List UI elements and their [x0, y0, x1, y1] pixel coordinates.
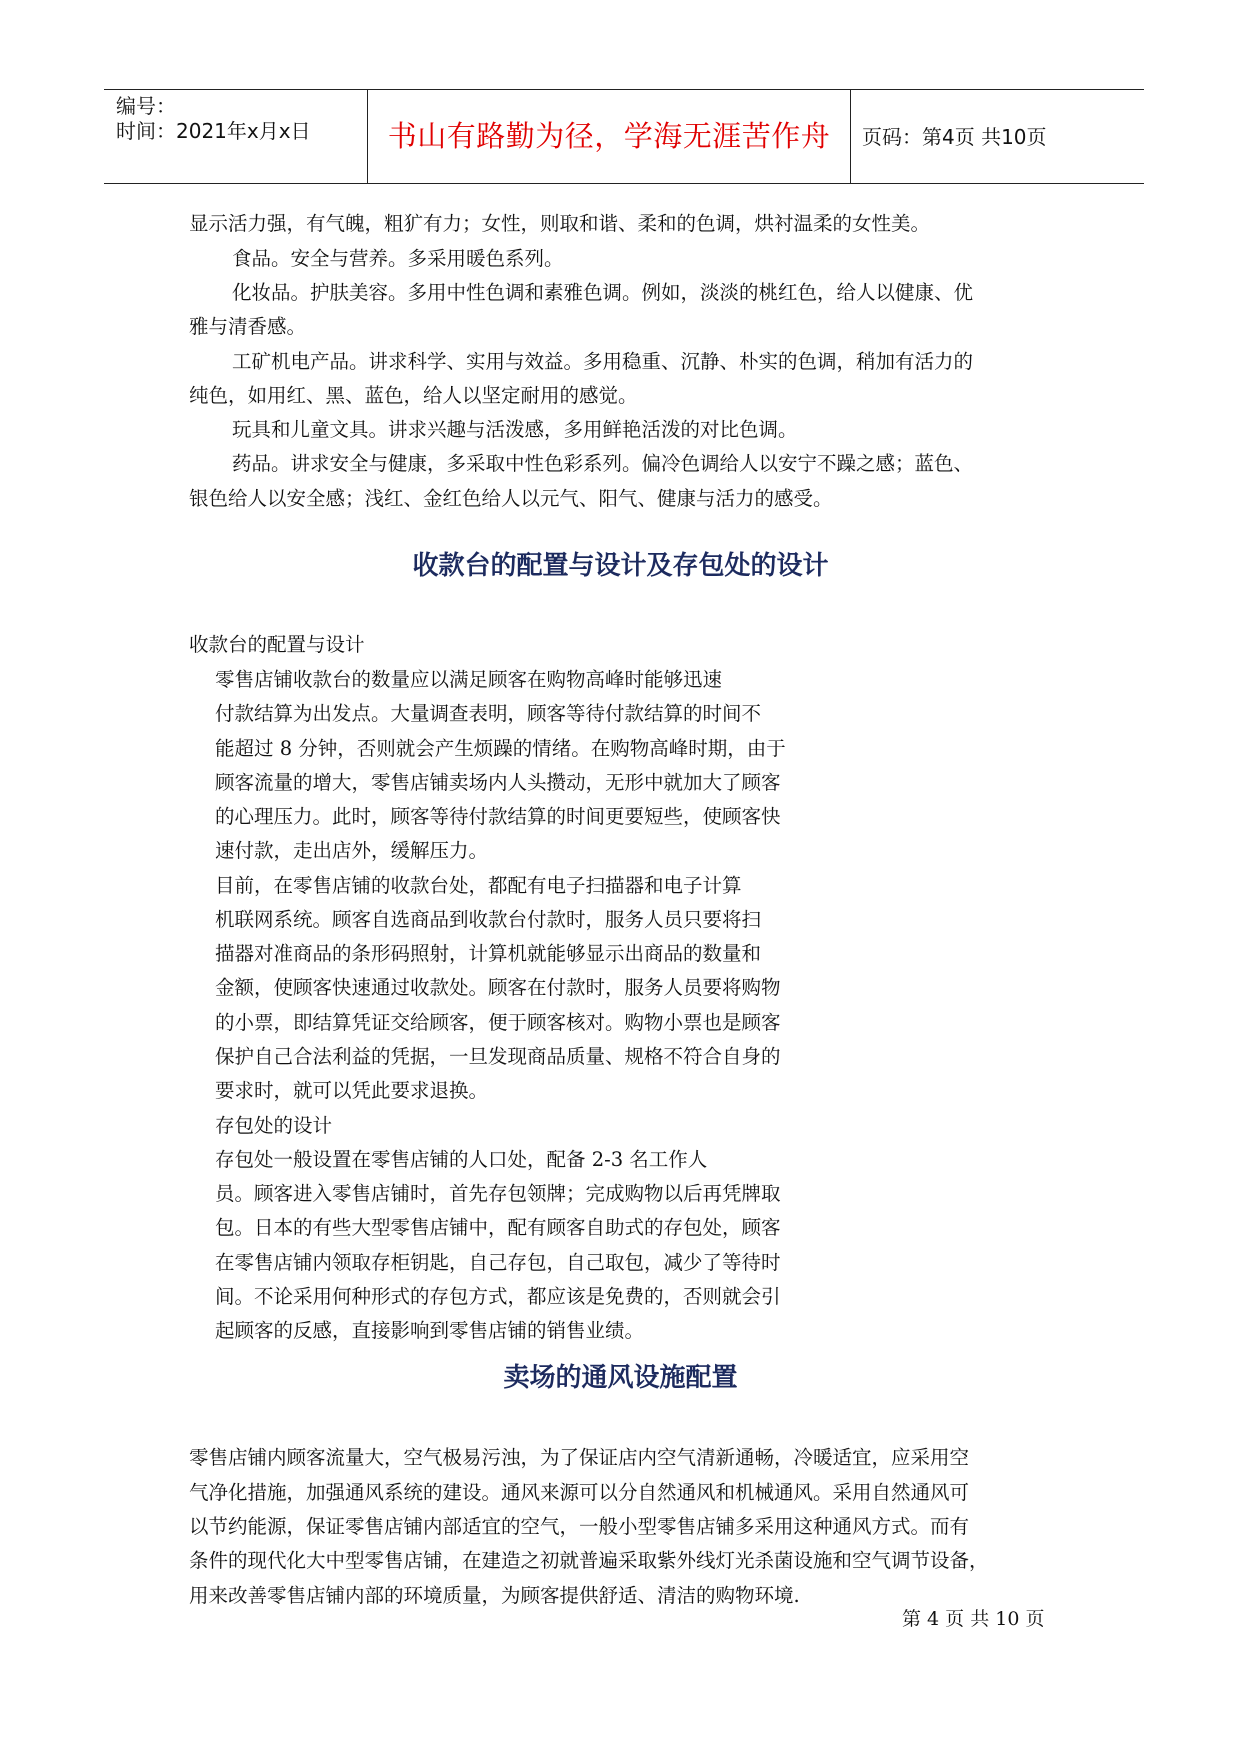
- intro-line: 药品。讲求安全与健康，多采取中性色彩系列。偏冷色调给人以安宁不躁之感；蓝色、: [232, 452, 974, 475]
- body-line: 描器对准商品的条形码照射，计算机就能够显示出商品的数量和: [215, 942, 762, 965]
- intro-line: 显示活力强，有气魄，粗犷有力；女性，则取和谐、柔和的色调，烘衬温柔的女性美。: [189, 212, 931, 235]
- body-line: 间。不论采用何种形式的存包方式，都应该是免费的，否则就会引: [215, 1285, 781, 1308]
- section-subheading: 收款台的配置与设计: [189, 633, 365, 656]
- body-line: 的小票，即结算凭证交给顾客，便于顾客核对。购物小票也是顾客: [215, 1011, 781, 1034]
- body-line: 机联网系统。顾客自选商品到收款台付款时，服务人员只要将扫: [215, 908, 762, 931]
- body-line: 速付款，走出店外，缓解压力。: [215, 839, 489, 862]
- body-line: 要求时，就可以凭此要求退换。: [215, 1079, 489, 1102]
- header-page-cell: [851, 90, 1144, 183]
- time-label: 时间：2021年x月x日: [116, 119, 311, 143]
- intro-line: 食品。安全与营养。多采用暖色系列。: [232, 247, 564, 270]
- motto-text: 书山有路勤为径，学海无涯苦作舟: [387, 119, 831, 153]
- intro-line: 纯色，如用红、黑、蓝色，给人以坚定耐用的感觉。: [189, 384, 638, 407]
- body-line: 气净化措施，加强通风系统的建设。通风来源可以分自然通风和机械通风。采用自然通风可: [189, 1481, 970, 1504]
- body-line: 条件的现代化大中型零售店铺，在建造之初就普遍采取紫外线灯光杀菌设施和空气调节设备，: [189, 1549, 989, 1572]
- body-line: 保护自己合法利益的凭据，一旦发现商品质量、规格不符合自身的: [215, 1045, 781, 1068]
- body-line: 员。顾客进入零售店铺时，首先存包领牌；完成购物以后再凭牌取: [215, 1182, 781, 1205]
- body-line: 在零售店铺内领取存柜钥匙，自己存包，自己取包，减少了等待时: [215, 1251, 781, 1274]
- number-label: 编号：: [116, 94, 176, 118]
- body-line: 目前，在零售店铺的收款台处，都配有电子扫描器和电子计算: [215, 874, 742, 897]
- body-line: 顾客流量的增大，零售店铺卖场内人头攒动，无形中就加大了顾客: [215, 771, 781, 794]
- page-label: 页码：第4页 共10页: [862, 125, 1047, 149]
- intro-line: 化妆品。护肤美容。多用中性色调和素雅色调。例如，淡淡的桃红色，给人以健康、优: [232, 281, 974, 304]
- header-motto-cell: [368, 90, 851, 183]
- intro-line: 雅与清香感。: [189, 315, 307, 338]
- section-heading-ventilation: 卖场的通风设施配置: [503, 1363, 738, 1393]
- intro-line: 银色给人以安全感；浅红、金红色给人以元气、阳气、健康与活力的感受。: [189, 487, 833, 510]
- body-line: 用来改善零售店铺内部的环境质量，为顾客提供舒适、清洁的购物环境.: [189, 1584, 800, 1607]
- body-line: 以节约能源，保证零售店铺内部适宜的空气，一般小型零售店铺多采用这种通风方式。而有: [189, 1515, 970, 1538]
- body-line: 零售店铺内顾客流量大，空气极易污浊，为了保证店内空气清新通畅，冷暖适宜，应采用空: [189, 1446, 970, 1469]
- header-left-cell: [104, 90, 368, 183]
- body-line: 起顾客的反感，直接影响到零售店铺的销售业绩。: [215, 1319, 645, 1342]
- section-subheading: 存包处的设计: [215, 1114, 333, 1137]
- section-heading-checkout: 收款台的配置与设计及存包处的设计: [412, 551, 829, 581]
- body-line: 零售店铺收款台的数量应以满足顾客在购物高峰时能够迅速: [215, 668, 723, 691]
- page-footer: 第 4 页 共 10 页: [902, 1608, 1045, 1630]
- intro-line: 工矿机电产品。讲求科学、实用与效益。多用稳重、沉静、朴实的色调，稍加有活力的: [232, 350, 974, 373]
- body-line: 的心理压力。此时，顾客等待付款结算的时间更要短些，使顾客快: [215, 805, 781, 828]
- body-line: 付款结算为出发点。大量调查表明，顾客等待付款结算的时间不: [215, 702, 762, 725]
- body-line: 包。日本的有些大型零售店铺中，配有顾客自助式的存包处，顾客: [215, 1216, 781, 1239]
- intro-line: 玩具和儿童文具。讲求兴趣与活泼感，多用鲜艳活泼的对比色调。: [232, 418, 798, 441]
- body-line: 存包处一般设置在零售店铺的人口处，配备 2-3 名工作人: [215, 1148, 708, 1171]
- header-table: [104, 89, 1144, 184]
- body-line: 金额，使顾客快速通过收款处。顾客在付款时，服务人员要将购物: [215, 976, 781, 999]
- body-line: 能超过 8 分钟，否则就会产生烦躁的情绪。在购物高峰时期，由于: [215, 737, 786, 760]
